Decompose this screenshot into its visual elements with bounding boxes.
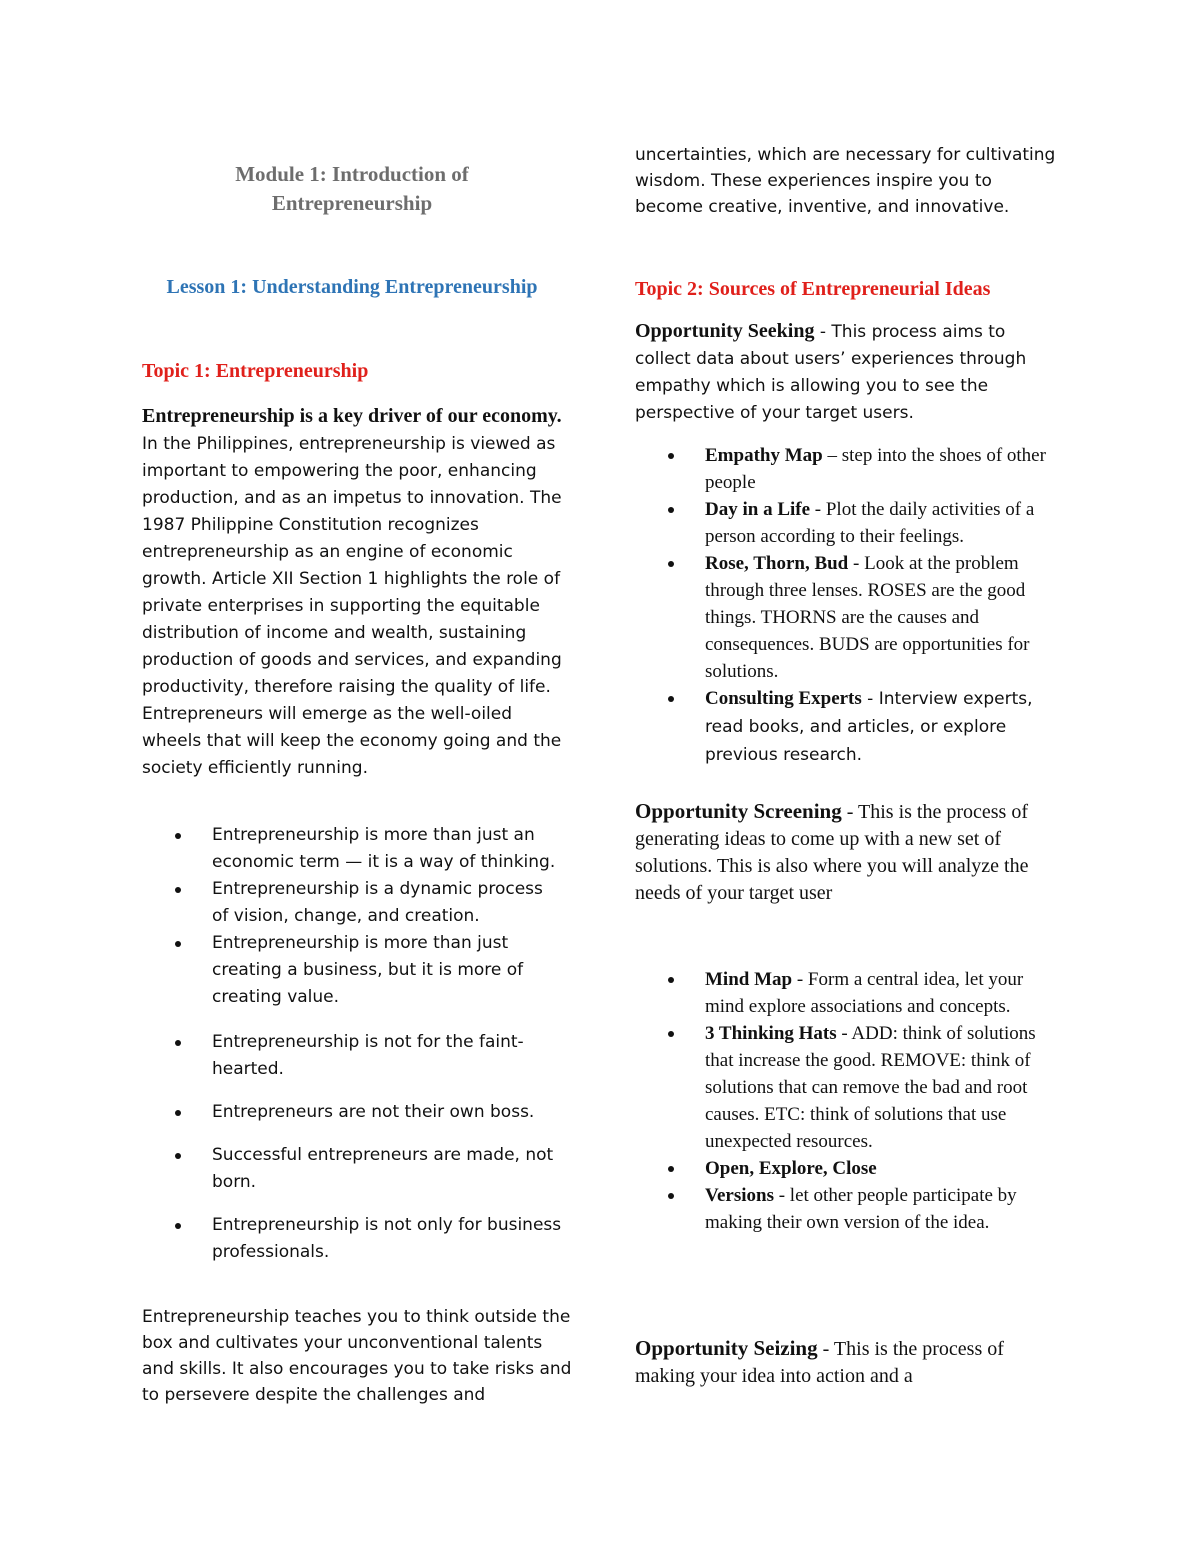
topic1-heading: Topic 1: Entrepreneurship xyxy=(142,360,369,382)
opportunity-seeking-term: Opportunity Seeking xyxy=(635,320,815,342)
bullet-icon xyxy=(175,941,181,947)
list-item: Versions - let other people participate by making their own version of the idea. xyxy=(635,1182,1060,1236)
bullet-icon xyxy=(668,1031,674,1037)
screening-techniques-list xyxy=(635,966,1060,1236)
list-item: Entrepreneurship is more than just an economic term — it is a way of thinking. xyxy=(142,822,562,876)
module-title-line1: Module 1: Introduction of xyxy=(235,162,469,186)
bullet-icon xyxy=(668,1166,674,1172)
opportunity-seizing-text: - This is the process of making your idea into action and a xyxy=(635,1338,1004,1387)
topic1-intro xyxy=(142,403,567,782)
list-item: Mind Map - Form a central idea, let your mind explore associations and concepts. xyxy=(635,966,1060,1020)
topic1-closing: Entrepreneurship teaches you to think outside the box and cultivates your unconventional talents and skills. It also encourages you to take risks and to persevere despite the challenges and xyxy=(142,1307,572,1405)
bullet-icon xyxy=(175,1153,181,1159)
bullet-icon xyxy=(668,977,674,983)
bullet-icon xyxy=(175,1110,181,1116)
bullet-icon xyxy=(668,507,674,513)
bullet-icon xyxy=(175,1223,181,1229)
opportunity-screening-text: - This is the process of generating ideas to come up with a new set of solutions. This is also where you will analyze the needs of your target user xyxy=(635,801,1029,904)
list-item: Entrepreneurship is not for the faint-hearted. xyxy=(142,1029,562,1083)
bullet-icon xyxy=(668,696,674,702)
topic1-intro-text: In the Philippines, entrepreneurship is viewed as important to empowering the poor, enhancing production, and as an impetus to innovation. The 1987 Philippine Constitution recognizes entrepreneurship as an engine of economic growth. Article XII Section 1 highlights the role of private enterprises in supporting the equitable distribution of income and wealth, sustaining production of goods and services, and expanding productivity, therefore raising the quality of life. Entrepreneurs will emerge as the well-oiled wheels that will keep the economy going and the society efficiently running. xyxy=(142,434,562,778)
list-item: Entrepreneurship is a dynamic process of vision, change, and creation. xyxy=(142,876,562,930)
topic2-heading: Topic 2: Sources of Entrepreneurial Ideas xyxy=(635,278,991,300)
list-item: 3 Thinking Hats - ADD: think of solutions that increase the good. REMOVE: think of solutions that can remove the bad and root causes. ETC: think of solutions that use unexpected resources. xyxy=(635,1020,1060,1155)
opportunity-seizing-paragraph xyxy=(635,1335,1055,1390)
opportunity-screening-paragraph xyxy=(635,798,1055,907)
topic1-bullet-list xyxy=(142,822,562,1266)
bullet-icon xyxy=(668,1193,674,1199)
bullet-icon xyxy=(175,1040,181,1046)
bullet-icon xyxy=(175,833,181,839)
bullet-icon xyxy=(175,887,181,893)
list-item: Entrepreneurs are not their own boss. xyxy=(142,1099,562,1126)
module-title xyxy=(142,160,562,218)
module-title-line2: Entrepreneurship xyxy=(271,191,433,215)
opportunity-seeking-text: - This process aims to collect data about users’ experiences through empathy which is allowing you to see the perspective of your target users. xyxy=(635,322,1027,423)
list-item: Empathy Map – step into the shoes of other people xyxy=(635,442,1060,496)
topic1-continued: uncertainties, which are necessary for cultivating wisdom. These experiences inspire you to become creative, inventive, and innovative. xyxy=(635,145,1056,217)
seeking-techniques-list xyxy=(635,442,1060,769)
list-item: Consulting Experts - Interview experts, read books, and articles, or explore previous research. xyxy=(635,685,1060,769)
list-item: Day in a Life - Plot the daily activities of a person according to their feelings. xyxy=(635,496,1060,550)
lesson-title: Lesson 1: Understanding Entrepreneurship xyxy=(166,276,538,298)
list-item: Entrepreneurship is more than just creating a business, but it is more of creating value. xyxy=(142,930,562,1011)
opportunity-seeking-paragraph xyxy=(635,318,1055,427)
bullet-icon xyxy=(668,561,674,567)
opportunity-seizing-term: Opportunity Seizing xyxy=(635,1336,818,1360)
list-item: Open, Explore, Close xyxy=(635,1155,1060,1182)
list-item: Rose, Thorn, Bud - Look at the problem through three lenses. ROSES are the good things. THORNS are the causes and consequences. BUDS are opportunities for solutions. xyxy=(635,550,1060,685)
bullet-icon xyxy=(668,453,674,459)
list-item: Successful entrepreneurs are made, not born. xyxy=(142,1142,562,1196)
topic1-intro-bold: Entrepreneurship is a key driver of our economy. xyxy=(142,405,562,427)
opportunity-screening-term: Opportunity Screening xyxy=(635,799,842,823)
list-item: Entrepreneurship is not only for business professionals. xyxy=(142,1212,562,1266)
